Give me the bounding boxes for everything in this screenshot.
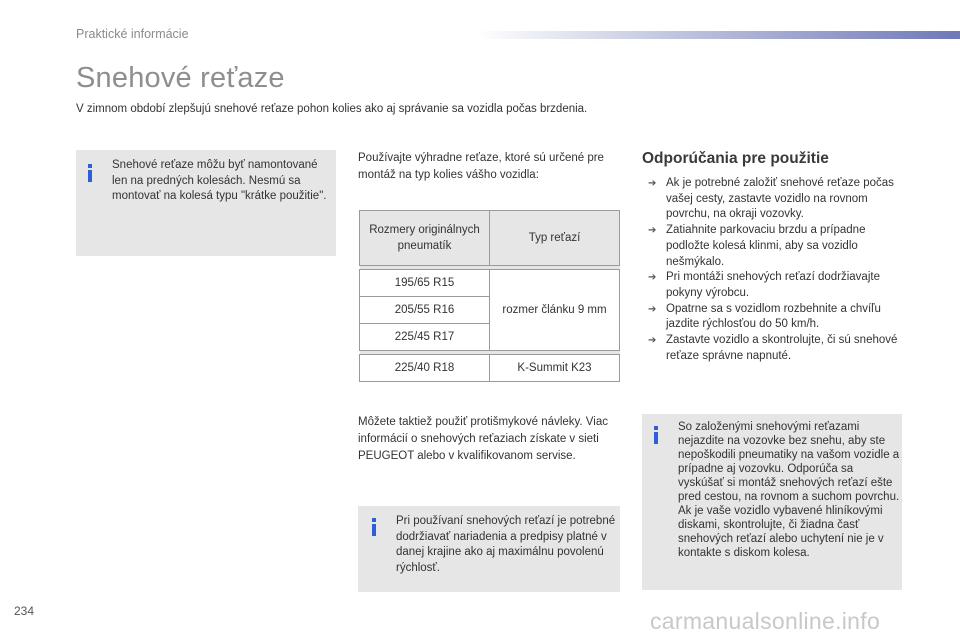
note-front-wheels [76, 150, 336, 256]
note-regulations [358, 506, 620, 592]
arrow-right-icon: ➔ [648, 272, 657, 284]
table-row [360, 355, 620, 382]
note-snowless-road [642, 414, 902, 590]
table-header-type: Typ reťazí [490, 211, 620, 266]
list-item: ➔ Zatiahnite parkovaciu brzdu a prípadne podložte kolesá klinmi, aby sa vozidlo nešmýkalo. [648, 224, 866, 268]
page-number: 234 [14, 604, 35, 618]
table-cell-type: K-Summit K23 [490, 355, 620, 382]
note-snowless-road-text: So založenými snehovými reťazami nejazdite na vozovke bez snehu, aby ste nepoškodili pneumatiky na vašom vozidle a prípadne aj vozovku. Odporúča sa vyskúšať si montáž snehových reťazí ešte pred cestou, na rovnom a suchom povrchu. Ak je vaše vozidlo vybavené hliníkovými diskami, skontrolujte, či žiadna časť snehových reťazí alebo uchytení nie je v kontakte s diskom kolesa. [678, 421, 900, 559]
antiskid-paragraph: Môžete taktiež použiť protišmykové návleky. Viac informácií o snehových reťaziach získate v sieti PEUGEOT alebo v kvalifikovanom servise. [358, 416, 608, 462]
intro-paragraph: V zimnom období zlepšujú snehové reťaze pohon kolies ako aj správanie sa vozidla počas brzdenia. [76, 103, 588, 115]
recommendations-heading: Odporúčania pre použitie [642, 150, 829, 167]
arrow-right-icon: ➔ [648, 303, 657, 315]
page-title: Snehové reťaze [76, 62, 285, 94]
table-intro-paragraph: Používajte výhradne reťaze, ktoré sú určené pre montáž na typ kolies vášho vozidla: [358, 152, 604, 181]
watermark: carmanualsonline.info [650, 608, 881, 634]
arrow-right-icon: ➔ [648, 225, 657, 237]
arrow-right-icon: ➔ [648, 335, 657, 347]
list-item: ➔ Pri montáži snehových reťazí dodržiavajte pokyny výrobcu. [648, 271, 880, 299]
header-gradient-bar [476, 31, 960, 39]
table-cell-size: 225/45 R17 [360, 324, 490, 351]
chain-size-table [359, 210, 620, 382]
list-item: ➔ Opatrne sa s vozidlom rozbehnite a chvíľu jazdite rýchlosťou do 50 km/h. [648, 302, 881, 331]
table-cell-size: 205/55 R16 [360, 297, 490, 324]
note-front-wheels-text: Snehové reťaze môžu byť namontované len na predných kolesách. Nesmú sa montovať na kolesá typu "krátke použitie". [112, 159, 327, 202]
section-header: Praktické informácie [76, 27, 189, 41]
note-regulations-text: Pri používaní snehových reťazí je potrebné dodržiavať nariadenia a predpisy platné v danej krajine ako aj maximálnu povolenú rýchlosť. [396, 515, 616, 574]
table-header-size: Rozmery originálnych pneumatík [360, 211, 490, 266]
table-row [360, 270, 620, 297]
list-item: ➔ Zastavte vozidlo a skontrolujte, či sú snehové reťaze správne napnuté. [648, 334, 898, 362]
arrow-right-icon: ➔ [648, 178, 657, 189]
list-item: ➔ Ak je potrebné založiť snehové reťaze počas vašej cesty, zastavte vozidlo na rovnom povrchu, na okraji vozovky. [648, 177, 894, 221]
table-cell-size: 225/40 R18 [360, 355, 490, 382]
recommendations-list [648, 176, 904, 364]
table-header-row [360, 211, 620, 266]
table-cell-type-merged: rozmer článku 9 mm [490, 270, 620, 351]
table-cell-size: 195/65 R15 [360, 270, 490, 297]
